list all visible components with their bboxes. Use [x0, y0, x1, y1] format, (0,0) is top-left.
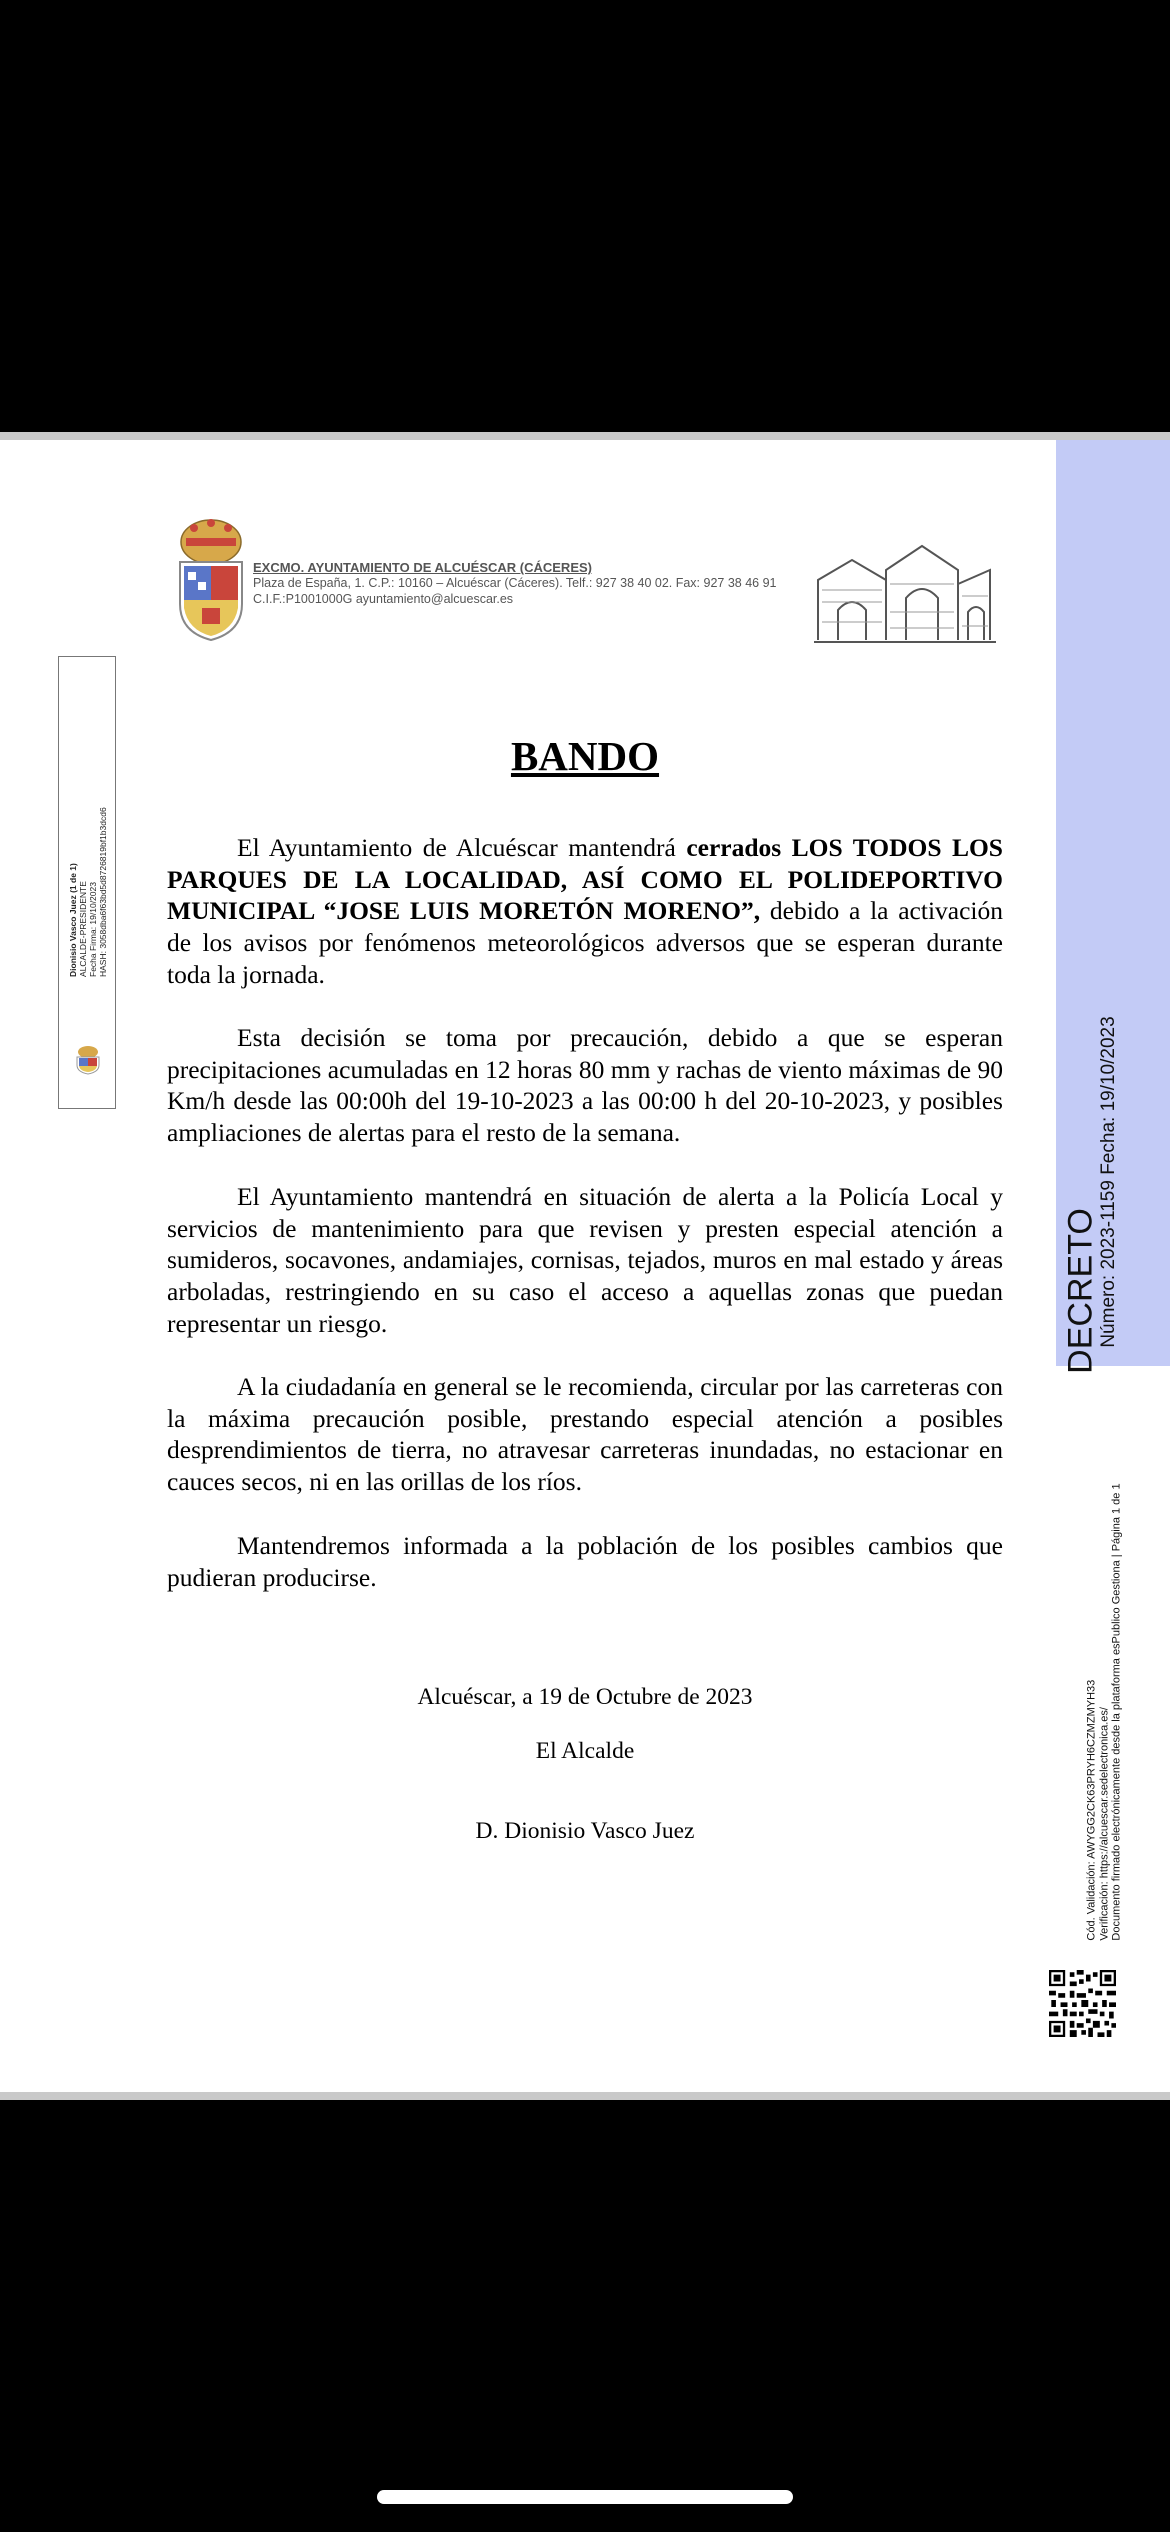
- signer-role: El Alcalde: [535, 1738, 635, 1764]
- stamp-coat-of-arms-icon: [74, 1045, 102, 1075]
- letterhead-cif: C.I.F.:P1001000G ayuntamiento@alcuescar.es: [253, 592, 514, 606]
- qr-code-icon[interactable]: [1049, 1970, 1116, 2037]
- paragraph-1-bold: cerrados LOS TODOS LOS PARQUES DE LA LOCALIDAD, ASÍ COMO EL POLIDEPORTIVO MUNICIPAL “JOSE LUIS MORETÓN MORENO”,: [167, 833, 1003, 926]
- paragraph-1: [167, 832, 1003, 991]
- verification-url: Verificación: https://alcuescar.sedelectronica.es/: [1097, 1707, 1110, 1941]
- paragraph-1-text-c: debido a la activación de los avisos por fenómenos meteorológicos adversos que se esperan durante toda la jornada.: [167, 896, 1004, 989]
- paragraph-5: Mantendremos informada a la población de los posibles cambios que pudieran producirse.: [167, 1531, 1003, 1592]
- validation-code: Cód. Validación: AWYGG2CK63PRYH6CZMZMYH33: [1085, 1679, 1098, 1941]
- verification-block: [1085, 1483, 1123, 1940]
- page-bottom-edge: [0, 2092, 1170, 2100]
- home-indicator[interactable]: [377, 2490, 793, 2504]
- paragraph-1-text-a: El Ayuntamiento de Alcuéscar mantendrá: [237, 833, 687, 862]
- paragraph-3: El Ayuntamiento mantendrá en situación de alerta a la Policía Local y servicios de mantenimiento para que revisen y presten especial atención a sumideros, socavones, andamiajes, cornisas, tejados, muros en mal estado y áreas arboladas, restringiendo en su caso el acceso a aquellas zonas que puedan representar un riesgo.: [167, 1182, 1003, 1338]
- stamp-line: HASH: 3058dba6f63bd5d8726819bf1b3dcd6: [98, 807, 108, 977]
- signature-stamp: [58, 656, 116, 1109]
- top-black-area: [0, 0, 1170, 432]
- stamp-line: Dionisio Vasco Juez (1 de 1): [68, 863, 78, 977]
- paragraph-4: A la ciudadanía en general se le recomienda, circular por las carreteras con la máxima precaución posible, prestando especial atención a posibles desprendimientos de tierra, no atravesar carreteras inundadas, no estacionar en cauces secos, ni en las orillas de los ríos.: [167, 1372, 1003, 1497]
- stamp-line: ALCALDE-PRESIDENTE: [78, 881, 88, 977]
- paragraph-2: Esta decisión se toma por precaución, debido a que se esperan precipitaciones acumuladas en 12 horas 80 mm y rachas de viento máximas de 90 Km/h desde las 00:00h del 19-10-2023 a las 00:00 h del 20-10-2023, y posibles ampliaciones de alertas para el resto de la semana.: [167, 1023, 1003, 1148]
- stamp-line: Fecha Firma: 19/10/2023: [88, 882, 98, 977]
- decreto-number-date: Número: 2023-1159 Fecha: 19/10/2023: [1098, 1016, 1119, 1348]
- stamp-text: [68, 757, 108, 977]
- place-date: Alcuéscar, a 19 de Octubre de 2023: [417, 1684, 753, 1710]
- document-title: BANDO: [510, 733, 660, 779]
- signed-document-note: Documento firmado electrónicamente desde la plataforma esPublico Gestiona | Página 1 de 1: [1110, 1483, 1123, 1941]
- signer-name: D. Dionisio Vasco Juez: [475, 1818, 695, 1844]
- coat-of-arms-icon: [172, 512, 250, 650]
- page-top-edge: [0, 432, 1170, 440]
- decreto-label: DECRETO: [1061, 1208, 1100, 1374]
- letterhead-address: Plaza de España, 1. C.P.: 10160 – Alcuéscar (Cáceres). Telf.: 927 38 40 02. Fax: 927 38 46 91: [253, 576, 777, 590]
- letterhead-title: EXCMO. AYUNTAMIENTO DE ALCUÉSCAR (CÁCERES): [253, 560, 592, 575]
- church-illustration: [812, 540, 998, 648]
